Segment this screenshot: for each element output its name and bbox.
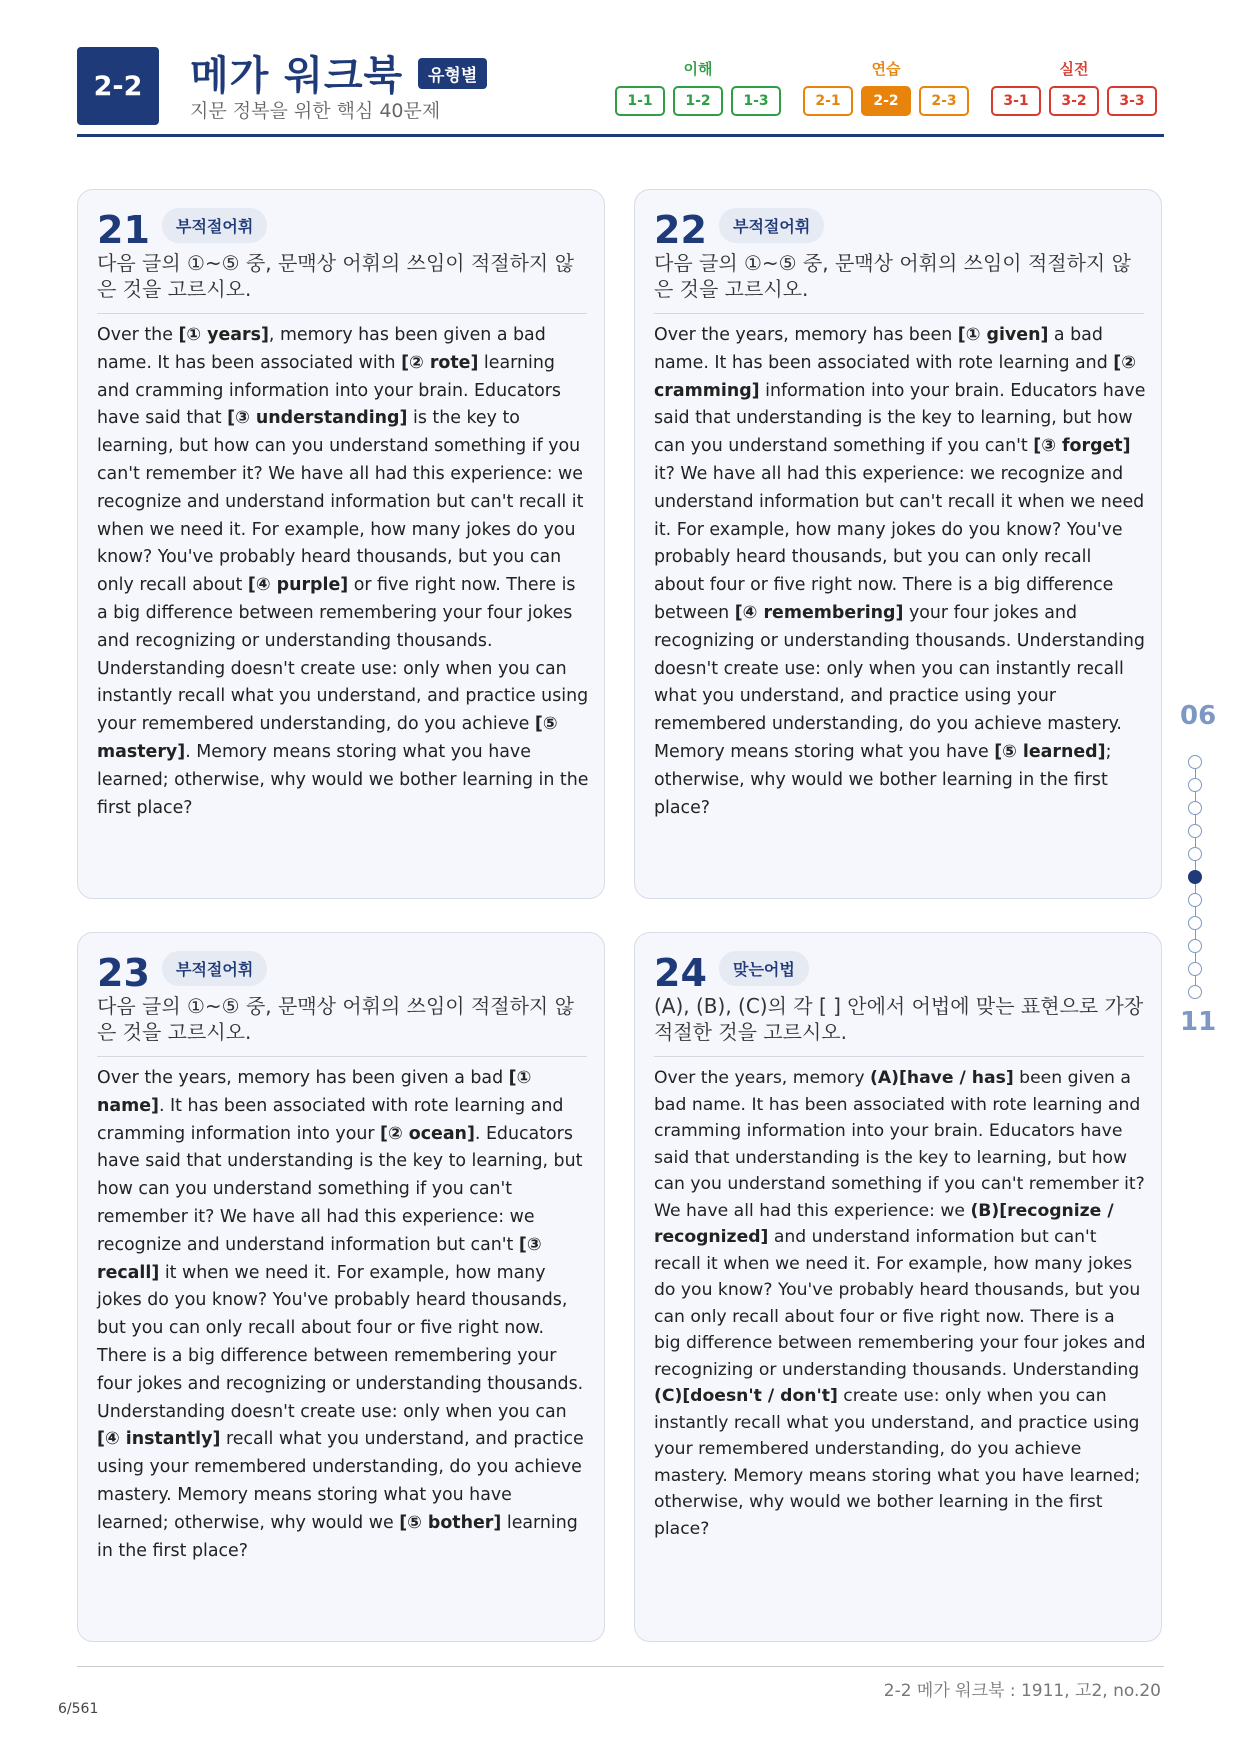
- step-button-2-3[interactable]: 2-3: [919, 86, 969, 116]
- page-subtitle: 지문 정복을 위한 핵심 40문제: [190, 100, 441, 122]
- footer-source: 2-2 메가 워크북 : 1911, 고2, no.20: [883, 1681, 1161, 1701]
- question-instruction: (A), (B), (C)의 각 [ ] 안에서 어법에 맞는 표현으로 가장 적절한 것을 고르시오.: [654, 994, 1144, 1044]
- bracket-choice: [④ purple]: [247, 575, 349, 596]
- card-divider: [97, 1056, 587, 1057]
- side-nav-dot[interactable]: [1188, 962, 1202, 976]
- side-nav-dot[interactable]: [1188, 985, 1202, 999]
- bracket-choice: [② cramming]: [654, 352, 1136, 401]
- step-group-practice: [803, 58, 969, 116]
- step-button-1-2[interactable]: 1-2: [673, 86, 723, 116]
- question-instruction: 다음 글의 ①~⑤ 중, 문맥상 어휘의 쓰임이 적절하지 않은 것을 고르시오.: [97, 251, 574, 301]
- bracket-choice: [④ remembering]: [734, 602, 904, 623]
- step-button-1-1[interactable]: 1-1: [615, 86, 665, 116]
- passage-segment: create use: only when you can instantly recall what you understand, and practice using your remembered understanding, do you achieve mastery. Memory means storing what you have learned; otherwise, why would we bother learning in the first place?: [654, 1386, 1141, 1539]
- question-number: 21: [97, 208, 150, 252]
- step-button-2-2[interactable]: 2-2: [861, 86, 911, 116]
- side-range-start: 06: [1180, 701, 1217, 731]
- question-card-22: [634, 189, 1162, 899]
- question-type-tag: 부적절어휘: [162, 208, 267, 243]
- bracket-choice: [⑤ learned]: [994, 741, 1106, 762]
- passage-segment: , memory has been given a bad name. It has been associated with: [97, 325, 546, 373]
- question-number: 23: [97, 951, 150, 995]
- passage-segment: it? We have all had this experience: we recognize and understand information but can't recall it when we need it. For example, how many jokes do you know? You've probably heard thousands, but you can only recall about four or five right now. There is a big difference between: [654, 463, 1145, 623]
- unit-badge: 2-2: [77, 47, 159, 125]
- passage-segment: ; otherwise, why would we bother learning in the first place?: [654, 741, 1112, 818]
- passage-segment: Over the: [97, 325, 179, 345]
- passage-text: [97, 1065, 589, 1565]
- passage-text: [654, 1065, 1146, 1542]
- category-tag: 유형별: [418, 58, 487, 89]
- step-button-1-3[interactable]: 1-3: [731, 86, 781, 116]
- passage-segment: learning and cramming information into your brain. Educators have said that: [97, 352, 561, 429]
- passage-segment: it when we need it. For example, how many jokes do you know? You've probably heard thousands, but you can only recall about four or five right now. There is a big difference between remembering your four jokes and recognizing or understanding thousands. Understanding doesn't create use: only when you can: [97, 1262, 584, 1422]
- bracket-choice: [④ instantly]: [97, 1429, 221, 1450]
- bracket-choice: [③ recall]: [97, 1234, 542, 1283]
- passage-segment: or five right now. There is a big difference between remembering your four jokes and recognizing or understanding thousands. Understanding doesn't create use: only when you can instantly recall what you understand, and practice using your remembered understanding, do you achieve: [97, 575, 589, 735]
- question-instruction: 다음 글의 ①~⑤ 중, 문맥상 어휘의 쓰임이 적절하지 않은 것을 고르시오.: [654, 251, 1131, 301]
- side-nav-dot[interactable]: [1188, 824, 1202, 838]
- step-group-real: [991, 58, 1157, 116]
- bracket-choice: (B)[recognize / recognized]: [654, 1200, 1114, 1247]
- side-nav-dots: [1188, 755, 1204, 1008]
- passage-segment: learning in the first place?: [97, 1512, 578, 1561]
- bracket-choice: [③ understanding]: [227, 408, 408, 429]
- step-button-3-3[interactable]: 3-3: [1107, 86, 1157, 116]
- bracket-choice: [① years]: [178, 325, 269, 345]
- passage-segment: is the key to learning, but how can you understand something if you can't remember it? We have all had this experience: we recognize and understand information but can't recall it when we need it. For example, how many jokes do you know? You've probably heard thousands, but you can only recall about: [97, 408, 584, 596]
- bracket-choice: [⑤ bother]: [399, 1512, 502, 1533]
- step-group-label: 이해: [683, 60, 713, 78]
- question-card-23: [77, 932, 605, 1642]
- question-type-tag: 부적절어휘: [162, 951, 267, 986]
- side-nav-dot[interactable]: [1188, 939, 1202, 953]
- card-divider: [97, 313, 587, 314]
- side-nav-dot[interactable]: [1188, 778, 1202, 792]
- side-nav-dot[interactable]: [1188, 755, 1202, 769]
- passage-segment: recall what you understand, and practice using your remembered understanding, do you achieve mastery. Memory means storing what you have learned; otherwise, why would we: [97, 1429, 584, 1533]
- passage-segment: a bad name. It has been associated with rote learning and: [654, 325, 1114, 373]
- step-group-understanding: [615, 58, 781, 116]
- bracket-choice: [② rote]: [401, 352, 479, 373]
- question-number: 22: [654, 208, 707, 252]
- side-range-end: 11: [1180, 1007, 1217, 1037]
- question-card-24: [634, 932, 1162, 1642]
- passage-segment: your four jokes and recognizing or understanding thousands. Understanding doesn't create use: only when you can instantly recall what you understand, and practice using your remembered understanding, do you achieve mastery. Memory means storing what you have: [654, 602, 1145, 762]
- step-button-2-1[interactable]: 2-1: [803, 86, 853, 116]
- bracket-choice: [⑤ mastery]: [97, 714, 558, 762]
- step-group-label: 실전: [1059, 60, 1089, 78]
- side-nav-dot[interactable]: [1188, 870, 1202, 884]
- passage-segment: been given a bad name. It has been associated with rote learning and cramming information into your brain. Educators have said that understanding is the key to learning, but how can you understand something if you can't remember it? We have all had this experience: we: [654, 1068, 1145, 1221]
- card-divider: [654, 1056, 1144, 1057]
- footer-divider: [77, 1666, 1164, 1667]
- step-button-3-1[interactable]: 3-1: [991, 86, 1041, 116]
- bracket-choice: [① name]: [97, 1068, 532, 1116]
- side-nav-dot[interactable]: [1188, 801, 1202, 815]
- passage-segment: Over the years, memory has been given a bad: [97, 1068, 509, 1088]
- card-divider: [654, 313, 1144, 314]
- page-number: 6/561: [58, 1701, 99, 1717]
- passage-text: [97, 322, 589, 822]
- passage-text: [654, 322, 1146, 822]
- passage-segment: Over the years, memory has been: [654, 325, 958, 345]
- page-title: 메가 워크북: [190, 53, 404, 99]
- header-divider: [77, 134, 1164, 137]
- passage-segment: Over the years, memory: [654, 1068, 870, 1088]
- step-button-3-2[interactable]: 3-2: [1049, 86, 1099, 116]
- question-number: 24: [654, 951, 707, 995]
- question-type-tag: 맞는어법: [719, 951, 809, 986]
- side-nav-dot[interactable]: [1188, 916, 1202, 930]
- step-group-label: 연습: [871, 60, 901, 78]
- bracket-choice: [② ocean]: [380, 1123, 475, 1144]
- question-instruction: 다음 글의 ①~⑤ 중, 문맥상 어휘의 쓰임이 적절하지 않은 것을 고르시오.: [97, 994, 574, 1044]
- side-nav-dot[interactable]: [1188, 893, 1202, 907]
- bracket-choice: (A)[have / has]: [869, 1068, 1014, 1088]
- passage-segment: . It has been associated with rote learning and cramming information into your: [97, 1095, 564, 1144]
- side-nav-dot[interactable]: [1188, 847, 1202, 861]
- passage-segment: . Educators have said that understanding is the key to learning, but how can you understand something if you can't remember it? We have all had this experience: we recognize and understand information but can't: [97, 1123, 583, 1255]
- passage-segment: and understand information but can't recall it when we need it. For example, how many jokes do you know? You've probably heard thousands, but you can only recall about four or five right now. There is a big difference between remembering your four jokes and recognizing or understanding thousands. Understanding: [654, 1227, 1146, 1380]
- question-card-21: [77, 189, 605, 899]
- question-type-tag: 부적절어휘: [719, 208, 824, 243]
- passage-segment: . Memory means storing what you have learned; otherwise, why would we bother learning in the first place?: [97, 741, 589, 818]
- bracket-choice: [③ forget]: [1033, 436, 1131, 457]
- bracket-choice: [① given]: [957, 325, 1049, 345]
- bracket-choice: (C)[doesn't / don't]: [654, 1386, 838, 1406]
- passage-segment: information into your brain. Educators have said that understanding is the key to learning, but how can you understand something if you can't: [654, 380, 1146, 457]
